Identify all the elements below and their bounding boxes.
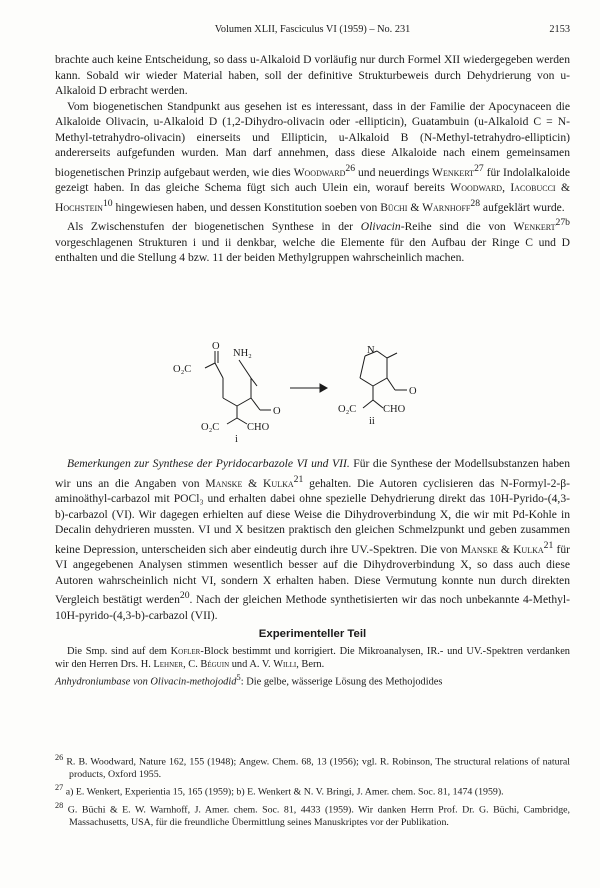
- scheme-i-o-end: O: [273, 406, 281, 417]
- footnote-26: $^{26}$ R. B. Woodward, Nature 162, 155 (1948); Angew. Chem. 68, 13 (1956); vgl. R. Robinson, The structural relations of natural products, Oxford 1955.: [55, 753, 570, 780]
- text-block-top: [55, 52, 570, 266]
- scheme-ii-label: ii: [369, 416, 375, 427]
- section-heading: Experimenteller Teil: [258, 628, 367, 641]
- paragraph-1: brachte auch keine Entscheidung, so dass u-Alkaloid D vorläufig nur durch Formel XII wiedergegeben werden kann. Sobald wir wieder Material haben, soll der definitive Strukturbeweis durch Dehydrierung von u-Alkaloid D erbracht werden.: [55, 53, 570, 98]
- running-header: [55, 24, 570, 38]
- page-number: 2153: [549, 24, 570, 35]
- paragraph-2: Vom biogenetischen Standpunkt aus gesehen ist es interessant, dass in der Familie der Apocynaceen die Alkaloide Olivacin, u-Alkaloid D (1,2-Dihydro-olivacin oder -ellipticin), Guatambuin (u-Alkaloid C = N-Methyl-tetrahydro-olivacin) einerseits und Ellipticin, u-Alkaloid B (N-Methyl-tetrahydro-ellipticin) andererseits aufgefunden wurden. Man darf annehmen, dass diese Alkaloide nach einem gemeinsamen biogenetischen Prinzip aufgebaut werden, wie dies Woodward$^{26}$ und neuerdings Wenkert$^{27}$ für Indolalkaloide gezeigt haben. In das gleiche Schema fügt sich auch Ulein ein, worauf bereits Woodward, Iacobucci & Hochstein$^{10}$ hingewiesen haben, und dessen Konstitution soeben von Büchi & Warnhoff$^{28}$ aufgeklärt wurde.: [55, 99, 571, 214]
- scheme-ii-o2c: O₂C: [338, 404, 357, 415]
- footnote-28: $^{28}$ G. Büchi & E. W. Warnhoff, J. Amer. chem. Soc. 81, 4433 (1959). Wir danken Herrn Prof. Dr. G. Büchi, Cambridge, Massachusetts, USA, für die freundliche Übermittlung seines Manuskriptes vor der Publikation.: [55, 801, 570, 829]
- scheme-i-cho: CHO: [247, 422, 270, 433]
- scheme-ii-o-end: O: [409, 386, 417, 397]
- paragraph-3: Als Zwischenstufen der biogenetischen Synthese in der Olivacin-Reihe sind die von Wenkert$^{27b}$ vorgeschlagenen Strukturen i und ii denkbar, welche die Elemente für den Aufbau der Ringe C und D enthalten und die Stellung 4 bzw. 11 der beiden Methylgruppen wahrscheinlich machen.: [55, 217, 570, 265]
- scheme-i-label: i: [235, 434, 238, 445]
- experimental-paragraph: Die Smp. sind auf dem Kofler-Block bestimmt und korrigiert. Die Mikroanalysen, IR.- und UV.-Spektren verdanken wir den Herren Drs. H. Lehner, C. Béguin und A. V. Willi, Bern. Anhydroniumbase von Olivacin-methojodid$^5$: Die gelbe, wässerige Lösung des Methojodides: [55, 645, 570, 688]
- scheme-i-nh2: NH₂: [233, 348, 252, 359]
- text-block-bottom: [55, 456, 570, 689]
- footnotes: [55, 752, 570, 831]
- scheme-i-o2c-bottom: O₂C: [201, 422, 220, 433]
- scheme-i-o2c-top: O₂C: [173, 364, 192, 375]
- biogenetic-scheme: [155, 338, 445, 445]
- scheme-ii-n: N: [367, 345, 375, 356]
- footnote-27: $^{27}$ a) E. Wenkert, Experientia 15, 165 (1959); b) E. Wenkert & N. V. Bringi, J. Amer. chem. Soc. 81, 1474 (1959).: [55, 783, 504, 798]
- running-title: Volumen XLII, Fasciculus VI (1959) – No. 231: [214, 24, 411, 35]
- scheme-i-o: O: [212, 341, 220, 352]
- paragraph-4: Bemerkungen zur Synthese der Pyridocarbazole VI und VII. Für die Synthese der Modellsubstanzen haben wir uns an die Angaben von Manske & Kulka$^{21}$ gehalten. Die Autoren cyclisieren das N-Formyl-2-β-aminoäthyl-carbazol mit POCl₃ und erhalten dabei ohne spezielle Dehydrierung direkt das 10H-Pyrido-(4,3-b)-carbazol (VI). Wir dagegen erhielten auf diese Weise die Dihydroverbindung X, die wir mit Pd-Kohle in Decalin dehydrieren mussten. VI und X besitzen praktisch den gleichen Schmelzpunkt und geben zusammen keine Depression, unterscheiden sich aber eindeutig durch ihre UV.-Spektren. Die von Manske & Kulka$^{21}$ für VI angegebenen Analysen stimmen wesentlich besser auf die Dihydroverbindung X, so dass auch diese Autoren wahrscheinlich nicht VI, sondern X erhalten haben. Diese Vermutung konnte nun durch direkten Vergleich bestätigt werden$^{20}$. Nach der gleichen Methode synthetisierten wir das noch unbekannte 4-Methyl-10H-pyrido-(4,3-b)-carbazol (VII).: [55, 457, 570, 622]
- scheme-ii-cho: CHO: [383, 404, 406, 415]
